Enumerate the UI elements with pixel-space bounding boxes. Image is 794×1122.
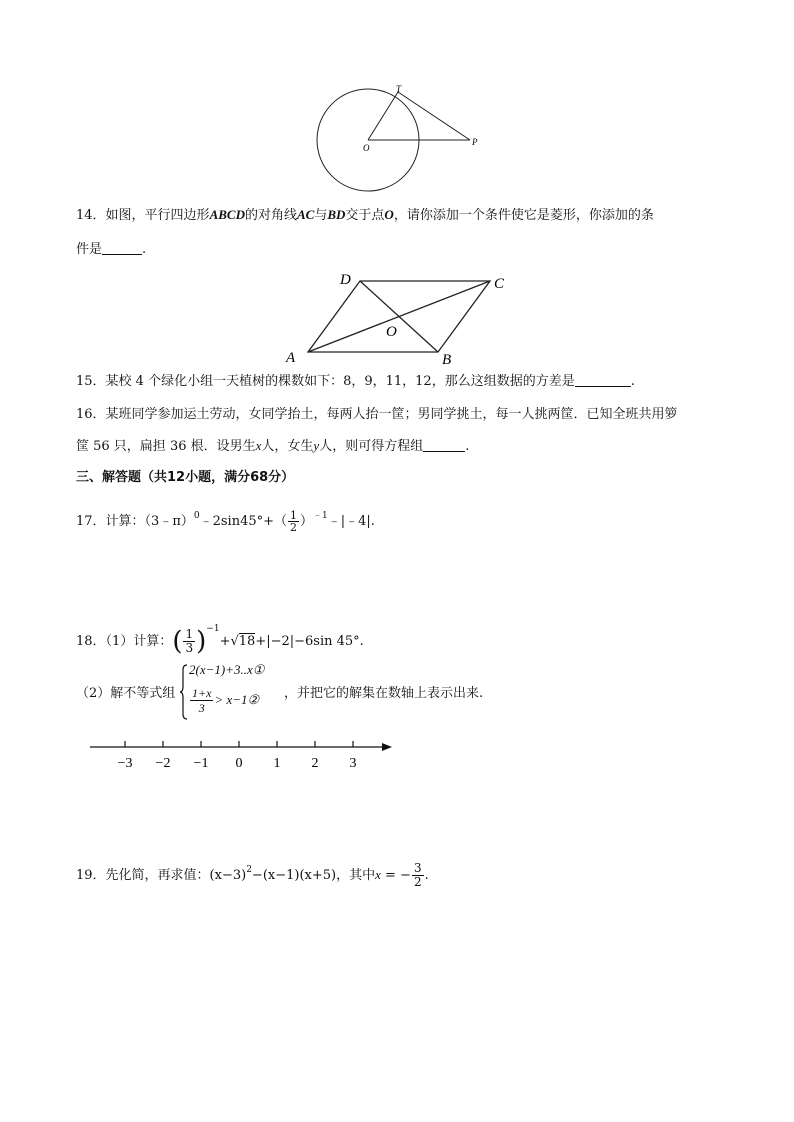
- tick-label: 3: [349, 756, 357, 771]
- q17-fraction: [288, 510, 299, 533]
- q16-period: .: [465, 439, 470, 454]
- frac-den: 2: [290, 521, 298, 534]
- q18-exponent: −1: [206, 624, 220, 634]
- frac-num: 3: [413, 861, 422, 875]
- tick-label: −3: [117, 756, 133, 771]
- label-b: B: [442, 352, 452, 368]
- q15-text: 15．某校 4 个绿化小组一天植树的棵数如下：8，9，11，12，那么这组数据的方差是: [76, 374, 575, 389]
- q18-part2: [76, 662, 676, 722]
- q15-period: .: [630, 374, 635, 389]
- q19-exponent: 2: [246, 865, 252, 875]
- label-a: A: [286, 350, 296, 366]
- tick-label: 1: [273, 756, 281, 771]
- q16-answer-blank[interactable]: [423, 437, 465, 452]
- q14-text: 件是: [76, 242, 103, 257]
- circle-tangent-figure: [300, 80, 500, 200]
- q16-text: 16．某班同学参加运土劳动，女同学抬土，每两人抬一筐；男同学挑土，每一人挑两筐．已知全班共用箩: [76, 407, 678, 422]
- section-title: 三、解答题（共12小题，满分68分）: [76, 470, 295, 485]
- frac-num: 1: [290, 509, 298, 522]
- q18-text: （2）解不等式组: [76, 686, 176, 701]
- q16-var-y: y: [313, 438, 320, 453]
- q19-text: 19．先化简，再求值：(x−3): [76, 868, 247, 883]
- q18-period: .: [359, 634, 364, 649]
- frac-den: 3: [185, 641, 194, 655]
- q14-text: 交于点: [345, 208, 385, 223]
- q17-text: ﹣2sin45°+（: [199, 514, 288, 529]
- q18-text: +|−2|−6sin 45°: [255, 634, 360, 649]
- q19-period: .: [424, 868, 429, 883]
- q19-text: −(x−1)(x+5)，其中: [251, 868, 376, 883]
- q14-ac: AC: [296, 207, 315, 222]
- q14-text: 与: [314, 208, 328, 223]
- q16-line2: [76, 436, 469, 457]
- q16-text: 人，女生: [261, 439, 314, 454]
- label-o: O: [363, 143, 370, 153]
- q18-ineq-fraction: [190, 686, 213, 715]
- q14-line2: [76, 240, 146, 260]
- q18-text: +: [219, 634, 231, 649]
- q18-ineq-rhs: > x−1②: [214, 692, 260, 707]
- brace-icon: [180, 664, 188, 720]
- q19-fraction: [412, 862, 424, 889]
- q18-fraction: [183, 628, 195, 655]
- q19-line: [76, 856, 429, 890]
- q18-paren-close: ): [196, 626, 207, 657]
- q17-text: 17．计算：（3﹣π）: [76, 514, 194, 529]
- frac-num: 1: [185, 627, 194, 641]
- q16-text: 人，则可得方程组: [319, 439, 424, 454]
- segment-tp: [398, 92, 470, 140]
- q17-line: [76, 504, 375, 534]
- label-o: O: [386, 324, 397, 340]
- q18-line1: 18．（1）计算：( $\frac{1}{3}$ )$^{-1}$+√18+|−2|−6sin 45°.: [76, 624, 364, 657]
- q14-o: O: [384, 207, 394, 222]
- q14-text: ，请你添加一个条件使它是菱形，你添加的条: [393, 208, 654, 223]
- diagonal-bd: [360, 281, 438, 352]
- label-c: C: [494, 276, 505, 292]
- q14-text: 如图，平行四边形: [105, 208, 210, 223]
- tick-label: −1: [193, 756, 209, 771]
- q14-text: 的对角线: [244, 208, 297, 223]
- frac-num: 1+x: [192, 686, 212, 700]
- q16-var-x: x: [255, 438, 262, 453]
- q16-text: 筐 56 只，扁担 36 根．设男生: [76, 439, 256, 454]
- q15-line: [76, 372, 635, 392]
- axis-arrow-icon: [382, 743, 392, 751]
- q18-text: ，并把它的解集在数轴上表示出来.: [284, 686, 484, 701]
- q14-answer-blank[interactable]: [102, 240, 142, 255]
- q14-period: .: [142, 242, 147, 257]
- q18-paren-open: (: [172, 626, 183, 657]
- parallelogram-figure: [280, 264, 520, 368]
- q17-text: ）: [300, 514, 314, 529]
- q18-inequality-2: [189, 686, 259, 715]
- q17-text: ﹣|﹣4|.: [327, 514, 375, 529]
- tick-label: 2: [311, 756, 319, 771]
- q14-abcd: ABCD: [209, 207, 245, 222]
- frac-den: 2: [413, 875, 422, 889]
- q17-exponent: 0: [193, 511, 200, 521]
- q18-text: 18．（1）计算：: [76, 634, 173, 649]
- q19-text: = −: [380, 868, 411, 883]
- tick-label: 0: [235, 756, 243, 771]
- q16-line1: [76, 405, 678, 425]
- tick-label: −2: [155, 756, 171, 771]
- label-t: T: [396, 84, 402, 94]
- number-line[interactable]: [88, 735, 398, 775]
- q19-var-x: x: [375, 867, 381, 882]
- q14-bd: BD: [327, 207, 346, 222]
- label-p: P: [472, 137, 478, 147]
- q17-exponent: ﹣1: [313, 511, 328, 521]
- segment-ot: [368, 92, 398, 140]
- q18-radicand: 18: [238, 634, 256, 649]
- q14-number: 14．: [76, 208, 106, 223]
- q14-line1: [76, 205, 654, 226]
- label-d: D: [340, 272, 351, 288]
- q15-answer-blank[interactable]: [575, 372, 631, 387]
- frac-den: 3: [198, 701, 205, 715]
- q18-inequality-1: 2(x−1)+3..x①: [189, 662, 265, 677]
